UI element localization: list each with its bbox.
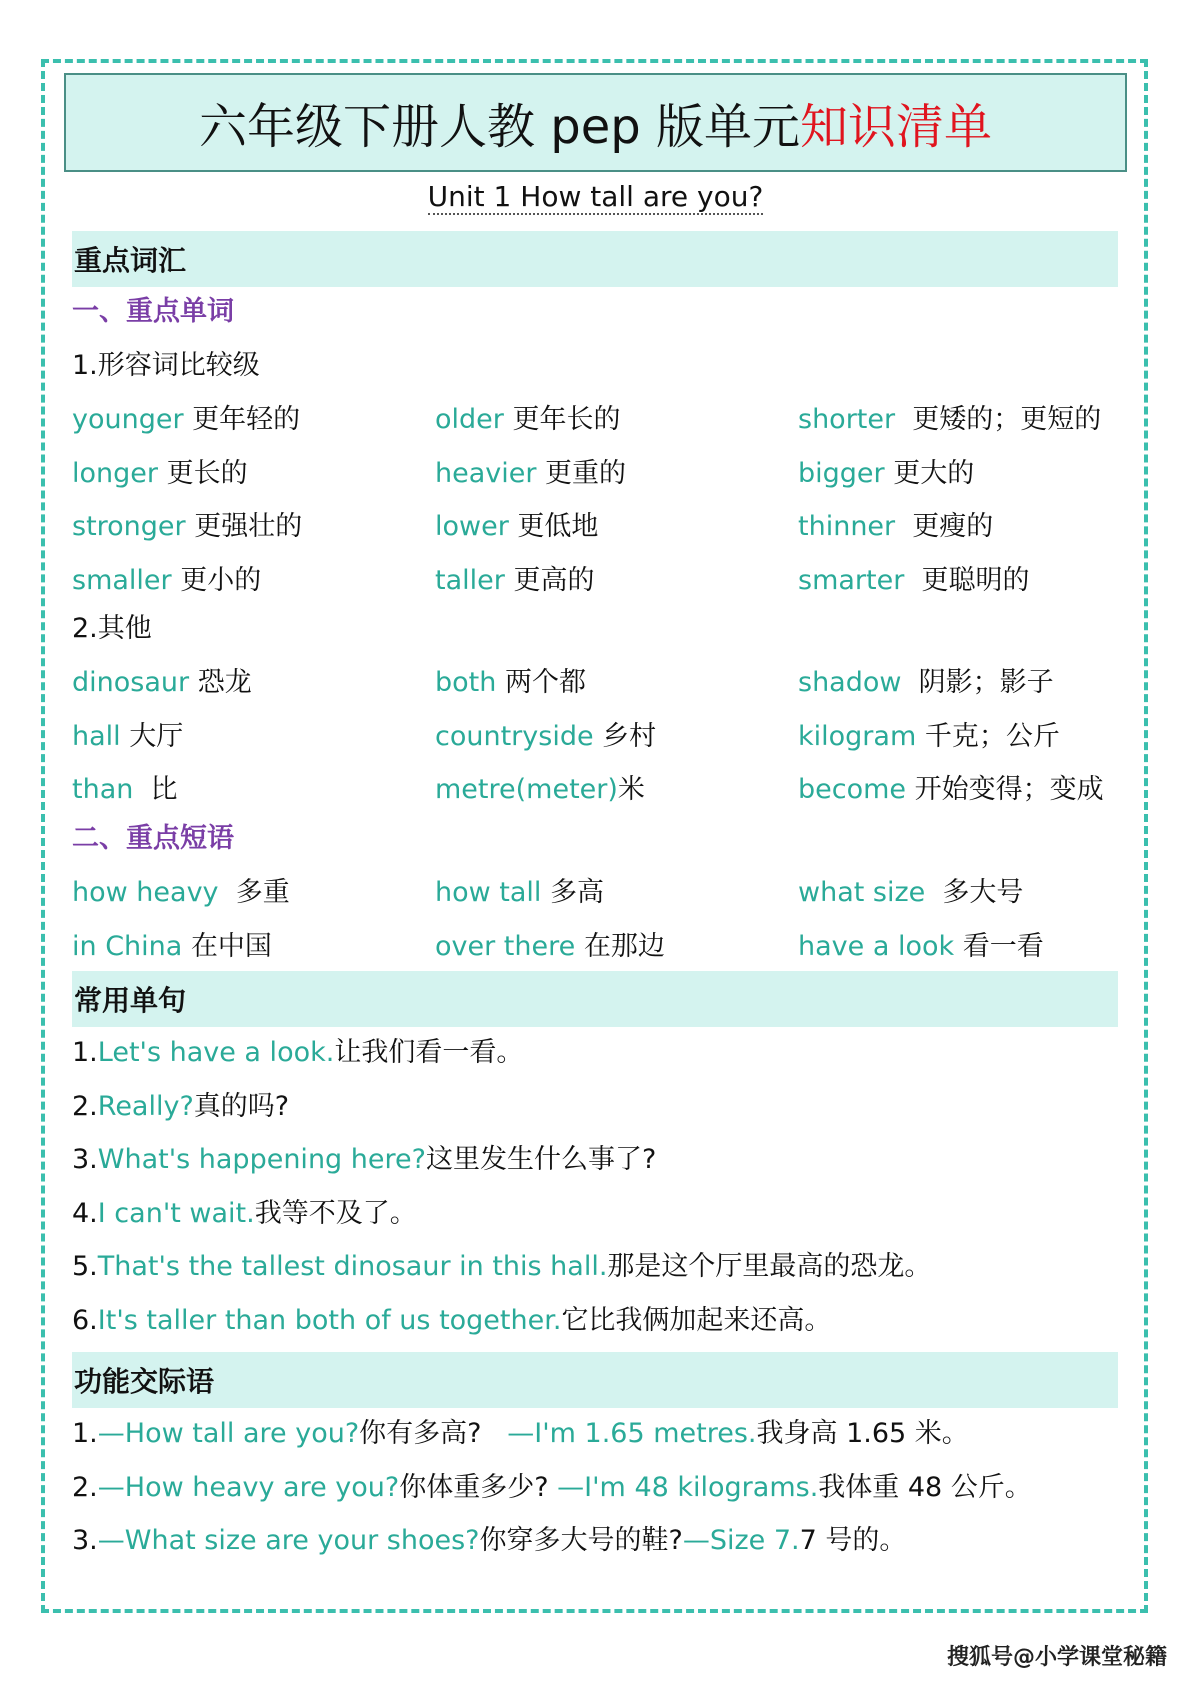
chinese-meaning: 更重的 — [536, 457, 627, 489]
vocab-item — [798, 454, 974, 494]
sentence-item — [72, 1194, 1152, 1234]
chinese-meaning: 多高 — [541, 877, 605, 908]
chinese-meaning: 多重 — [218, 877, 290, 908]
dialog-question: —How heavy are you? — [97, 1471, 400, 1503]
english-term: longer — [72, 457, 158, 489]
vocab-item — [435, 507, 598, 547]
chinese-meaning: 更长的 — [157, 457, 248, 489]
chinese-meaning: 阴影；影子 — [901, 667, 1054, 698]
chinese-meaning: 更低地 — [508, 511, 599, 543]
sentence-chinese: 它比我俩加起来还高。 — [561, 1305, 832, 1336]
chinese-meaning: 看一看 — [954, 930, 1044, 962]
sentence-number: 4. — [72, 1197, 98, 1229]
chinese-meaning: 恐龙 — [189, 667, 252, 698]
vocab-item — [435, 454, 626, 494]
english-term: hall — [72, 720, 121, 752]
vocab-item — [72, 927, 272, 967]
vocab-item — [798, 400, 1101, 440]
vocab-item — [72, 770, 178, 810]
english-term: thinner — [798, 511, 896, 543]
sentence-number: 6. — [72, 1305, 98, 1336]
english-term: dinosaur — [72, 667, 190, 698]
vocab-item — [435, 873, 604, 913]
dialog-answer-zh: 7 号的。 — [799, 1525, 907, 1557]
dialog-answer: —Size 7. — [682, 1525, 800, 1557]
dialog-item — [72, 1521, 1152, 1561]
sentence-english: Let's have a look. — [97, 1037, 335, 1068]
vocab-row — [72, 400, 1152, 440]
chinese-meaning: 乡村 — [593, 720, 657, 752]
vocab-item — [72, 663, 252, 703]
vocab-item — [72, 400, 300, 440]
vocab-item — [435, 663, 586, 703]
chinese-meaning: 更强壮的 — [185, 511, 303, 543]
english-term: what size — [798, 877, 926, 908]
phrases-heading: 二、重点短语 — [72, 823, 234, 854]
sentence-item — [72, 1140, 1152, 1180]
dialog-question: —What size are your shoes? — [97, 1525, 480, 1557]
sentence-chinese: 这里发生什么事了? — [425, 1144, 657, 1176]
english-term: younger — [72, 404, 184, 435]
vocab-item — [798, 873, 1023, 913]
sentence-english: I can't wait. — [97, 1197, 255, 1229]
unit-title: Unit 1 How tall are you? — [427, 180, 764, 213]
vocab-row — [72, 770, 1152, 810]
english-term: lower — [435, 511, 509, 543]
sentence-english: Really? — [97, 1090, 194, 1122]
vocab-item — [798, 927, 1044, 967]
english-term: older — [435, 404, 504, 435]
sentence-english: It's taller than both of us together. — [97, 1305, 562, 1336]
english-term: heavier — [435, 457, 537, 489]
title-text: 六年级下册人教 pep 版单元 — [198, 99, 800, 155]
sentence-item — [72, 1033, 1152, 1073]
section-dialog: 功能交际语 — [72, 1352, 1118, 1408]
sentence-number: 2. — [72, 1090, 98, 1122]
sentence-chinese: 让我们看一看。 — [334, 1037, 524, 1068]
vocab-item — [798, 507, 993, 547]
vocab-item — [72, 561, 261, 601]
comparatives-heading: 1.形容词比较级 — [72, 350, 260, 381]
chinese-meaning: 千克；公斤 — [916, 720, 1060, 752]
english-term: taller — [435, 564, 505, 596]
chinese-meaning: 更小的 — [171, 564, 262, 596]
dialog-question-zh: 你有多高? — [359, 1418, 508, 1449]
sentence-number: 3. — [72, 1144, 98, 1176]
sentence-item — [72, 1087, 1152, 1127]
vocab-item — [435, 400, 620, 440]
chinese-meaning: 在那边 — [575, 930, 665, 962]
chinese-meaning: 开始变得；变成 — [906, 774, 1104, 806]
sentence-item — [72, 1247, 1152, 1287]
english-term: both — [435, 667, 497, 698]
english-term: metre(meter) — [435, 774, 618, 806]
title-highlight: 知识清单 — [799, 99, 992, 155]
vocab-item — [72, 717, 183, 757]
chinese-meaning: 大厅 — [120, 720, 184, 752]
vocab-row — [72, 507, 1152, 547]
english-term: over there — [435, 930, 576, 962]
title-banner — [64, 73, 1127, 172]
chinese-meaning: 更瘦的 — [895, 511, 994, 543]
vocab-row — [72, 717, 1152, 757]
vocab-item — [72, 507, 302, 547]
english-term: smarter — [798, 564, 905, 596]
vocab-item — [798, 561, 1029, 601]
dialog-question: —How tall are you? — [97, 1418, 360, 1449]
vocab-row — [72, 663, 1152, 703]
english-term: how heavy — [72, 877, 219, 908]
vocab-row — [72, 873, 1152, 913]
chinese-meaning: 更大的 — [884, 457, 975, 489]
english-term: shadow — [798, 667, 902, 698]
chinese-meaning: 比 — [133, 774, 178, 806]
others-heading: 2.其他 — [72, 613, 152, 644]
dialog-number: 1. — [72, 1418, 98, 1449]
chinese-meaning: 更高的 — [504, 564, 595, 596]
english-term: countryside — [435, 720, 594, 752]
english-term: kilogram — [798, 720, 917, 752]
english-term: stronger — [72, 511, 186, 543]
vocab-item — [435, 717, 656, 757]
vocab-row — [72, 454, 1152, 494]
vocab-item — [798, 770, 1104, 810]
dialog-number: 3. — [72, 1525, 98, 1557]
vocab-row — [72, 561, 1152, 601]
chinese-meaning: 更年轻的 — [183, 404, 301, 435]
english-term: how tall — [435, 877, 542, 908]
sentence-chinese: 那是这个厅里最高的恐龙。 — [607, 1251, 932, 1283]
vocab-item — [798, 717, 1060, 757]
sentence-english: What's happening here? — [97, 1144, 426, 1176]
english-term: bigger — [798, 457, 885, 489]
sentence-item — [72, 1301, 1152, 1341]
english-term: become — [798, 774, 907, 806]
sentence-chinese: 真的吗? — [193, 1090, 290, 1122]
dialog-answer: —I'm 1.65 metres. — [507, 1418, 757, 1449]
dialog-item — [72, 1414, 1152, 1454]
vocab-item — [435, 927, 665, 967]
chinese-meaning: 两个都 — [496, 667, 586, 698]
vocab-item — [798, 663, 1054, 703]
chinese-meaning: 更矮的；更短的 — [895, 404, 1102, 435]
sentence-number: 1. — [72, 1037, 98, 1068]
dialog-item — [72, 1468, 1152, 1508]
chinese-meaning: 更聪明的 — [904, 564, 1030, 596]
english-term: have a look — [798, 930, 955, 962]
sentence-number: 5. — [72, 1251, 98, 1283]
vocab-item — [435, 770, 645, 810]
sentence-english: That's the tallest dinosaur in this hall. — [97, 1251, 608, 1283]
english-term: smaller — [72, 564, 172, 596]
chinese-meaning: 多大号 — [925, 877, 1024, 908]
dialog-question-zh: 你体重多少? — [399, 1471, 558, 1503]
chinese-meaning: 更年长的 — [503, 404, 621, 435]
vocab-item — [72, 873, 290, 913]
watermark: 搜狐号@小学课堂秘籍 — [946, 1645, 1167, 1670]
vocab-item — [435, 561, 594, 601]
dialog-answer-zh: 我身高 1.65 米。 — [756, 1418, 969, 1449]
vocab-row — [72, 927, 1152, 967]
english-term: shorter — [798, 404, 896, 435]
dialog-answer-zh: 我体重 48 公斤。 — [818, 1471, 1032, 1503]
section-vocab: 重点词汇 — [72, 231, 1118, 287]
chinese-meaning: 米 — [617, 774, 645, 806]
english-term: in China — [72, 930, 183, 962]
dialog-question-zh: 你穿多大号的鞋? — [479, 1525, 683, 1557]
sentence-chinese: 我等不及了。 — [254, 1197, 417, 1229]
english-term: than — [72, 774, 134, 806]
words-heading: 一、重点单词 — [72, 296, 234, 327]
chinese-meaning: 在中国 — [182, 930, 272, 962]
dialog-number: 2. — [72, 1471, 98, 1503]
section-sentences: 常用单句 — [72, 971, 1118, 1027]
vocab-item — [72, 454, 248, 494]
dialog-answer: —I'm 48 kilograms. — [557, 1471, 819, 1503]
